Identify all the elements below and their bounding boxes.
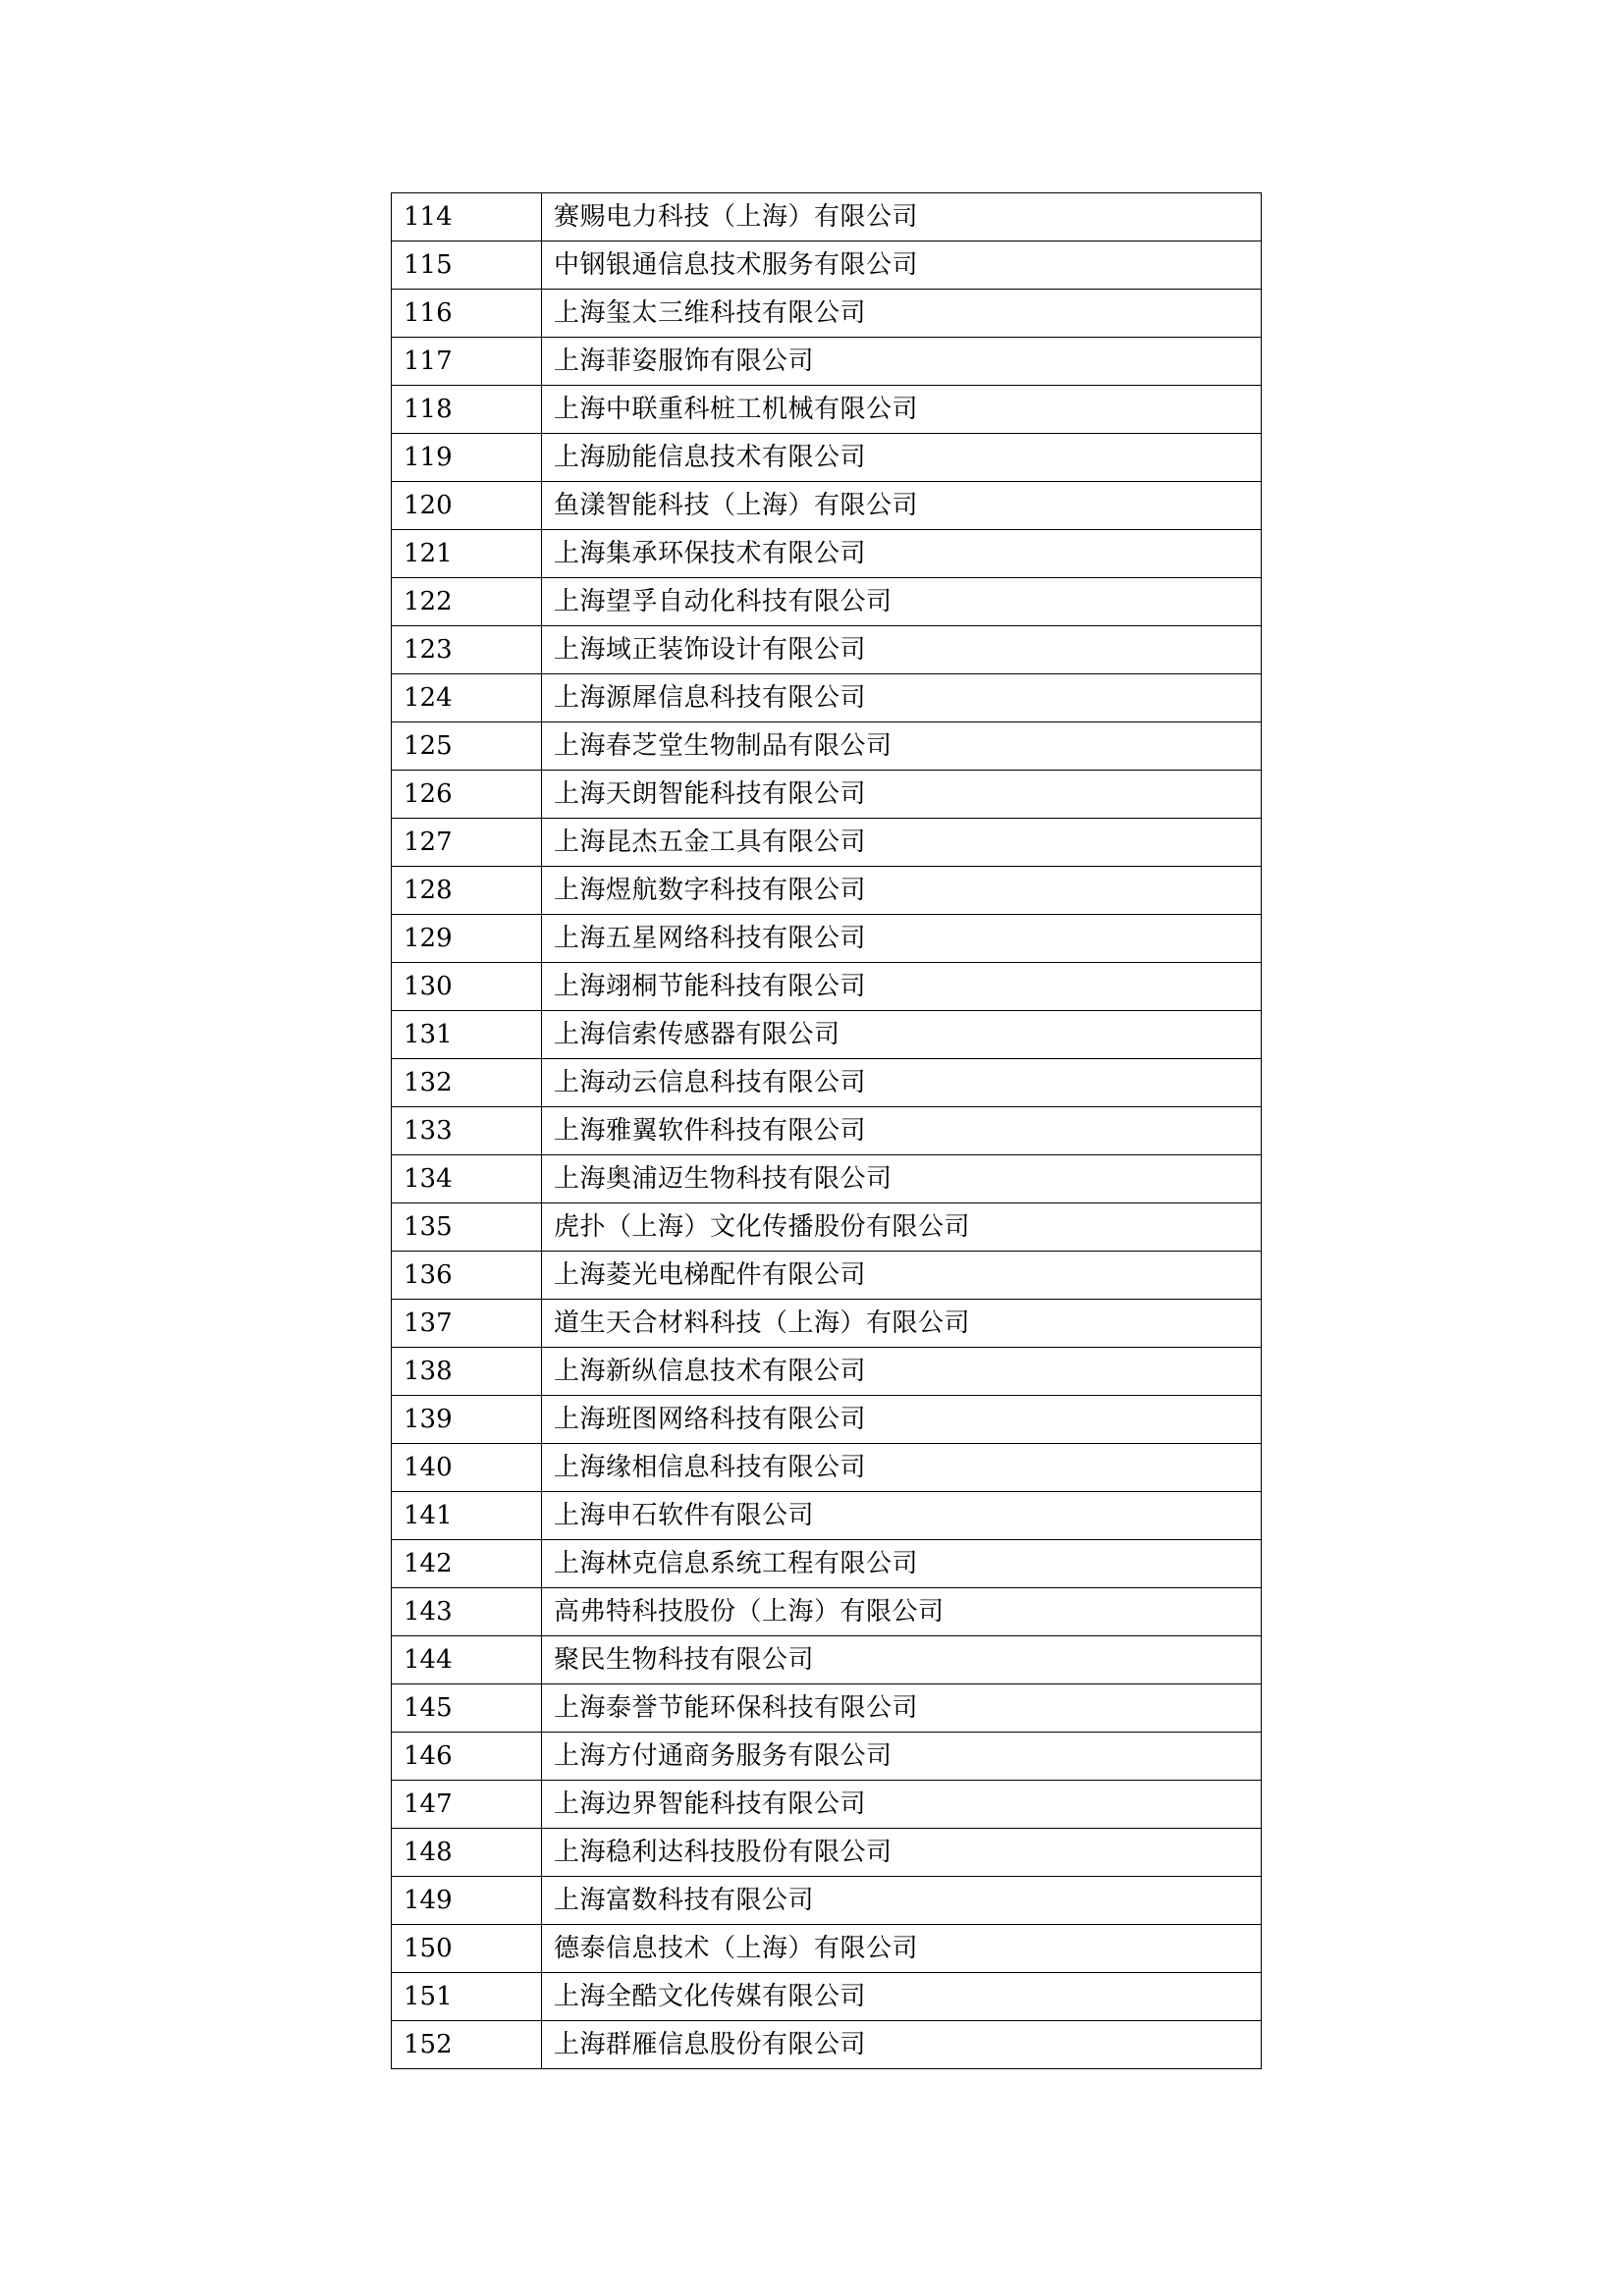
row-index-cell: 144 <box>392 1636 542 1684</box>
row-index-cell: 139 <box>392 1396 542 1444</box>
table-row <box>392 963 1262 1011</box>
table-row <box>392 1829 1262 1877</box>
company-name-cell: 上海边界智能科技有限公司 <box>542 1781 1262 1829</box>
row-index-cell: 126 <box>392 771 542 819</box>
company-name-cell: 上海申石软件有限公司 <box>542 1492 1262 1540</box>
table-row <box>392 434 1262 482</box>
table-body <box>392 193 1262 2069</box>
row-index-cell: 118 <box>392 386 542 434</box>
table-row <box>392 578 1262 626</box>
table-row <box>392 1396 1262 1444</box>
company-name-cell: 上海群雁信息股份有限公司 <box>542 2021 1262 2069</box>
table-row <box>392 2021 1262 2069</box>
table-row <box>392 1588 1262 1636</box>
company-name-cell: 上海信索传感器有限公司 <box>542 1011 1262 1059</box>
row-index-cell: 131 <box>392 1011 542 1059</box>
table-row <box>392 530 1262 578</box>
company-name-cell: 上海动云信息科技有限公司 <box>542 1059 1262 1107</box>
company-name-cell: 上海春芝堂生物制品有限公司 <box>542 722 1262 771</box>
company-name-cell: 上海新纵信息技术有限公司 <box>542 1348 1262 1396</box>
company-name-cell: 上海五星网络科技有限公司 <box>542 915 1262 963</box>
row-index-cell: 114 <box>392 193 542 241</box>
company-name-cell: 上海菲姿服饰有限公司 <box>542 338 1262 386</box>
company-name-cell: 上海玺太三维科技有限公司 <box>542 290 1262 338</box>
table-row <box>392 1348 1262 1396</box>
table-row <box>392 1155 1262 1203</box>
company-name-cell: 上海天朗智能科技有限公司 <box>542 771 1262 819</box>
table-row <box>392 1300 1262 1348</box>
company-name-cell: 上海稳利达科技股份有限公司 <box>542 1829 1262 1877</box>
table-row <box>392 386 1262 434</box>
company-name-cell: 上海缘相信息科技有限公司 <box>542 1444 1262 1492</box>
company-name-cell: 道生天合材料科技（上海）有限公司 <box>542 1300 1262 1348</box>
table-row <box>392 771 1262 819</box>
table-row <box>392 1733 1262 1781</box>
row-index-cell: 121 <box>392 530 542 578</box>
company-name-cell: 上海全酷文化传媒有限公司 <box>542 1973 1262 2021</box>
table-row <box>392 1684 1262 1733</box>
company-name-cell: 鱼漾智能科技（上海）有限公司 <box>542 482 1262 530</box>
company-name-cell: 上海班图网络科技有限公司 <box>542 1396 1262 1444</box>
table-row <box>392 1203 1262 1252</box>
row-index-cell: 149 <box>392 1877 542 1925</box>
table-row <box>392 338 1262 386</box>
row-index-cell: 150 <box>392 1925 542 1973</box>
row-index-cell: 129 <box>392 915 542 963</box>
company-name-cell: 上海励能信息技术有限公司 <box>542 434 1262 482</box>
company-name-cell: 高弗特科技股份（上海）有限公司 <box>542 1588 1262 1636</box>
company-name-cell: 上海泰誉节能环保科技有限公司 <box>542 1684 1262 1733</box>
table-row <box>392 241 1262 290</box>
row-index-cell: 119 <box>392 434 542 482</box>
row-index-cell: 137 <box>392 1300 542 1348</box>
company-name-cell: 虎扑（上海）文化传播股份有限公司 <box>542 1203 1262 1252</box>
company-name-cell: 上海昆杰五金工具有限公司 <box>542 819 1262 867</box>
table-row <box>392 1877 1262 1925</box>
table-row <box>392 1252 1262 1300</box>
table-row <box>392 1540 1262 1588</box>
row-index-cell: 125 <box>392 722 542 771</box>
company-list-table <box>391 192 1262 2069</box>
row-index-cell: 138 <box>392 1348 542 1396</box>
table-row <box>392 819 1262 867</box>
table-row <box>392 1059 1262 1107</box>
row-index-cell: 116 <box>392 290 542 338</box>
company-name-cell: 上海富数科技有限公司 <box>542 1877 1262 1925</box>
table-row <box>392 290 1262 338</box>
company-name-cell: 上海翊桐节能科技有限公司 <box>542 963 1262 1011</box>
table-row <box>392 1492 1262 1540</box>
company-name-cell: 赛赐电力科技（上海）有限公司 <box>542 193 1262 241</box>
row-index-cell: 130 <box>392 963 542 1011</box>
row-index-cell: 146 <box>392 1733 542 1781</box>
row-index-cell: 143 <box>392 1588 542 1636</box>
table-row <box>392 1781 1262 1829</box>
table-row <box>392 674 1262 722</box>
company-name-cell: 上海林克信息系统工程有限公司 <box>542 1540 1262 1588</box>
table-row <box>392 867 1262 915</box>
table-row <box>392 722 1262 771</box>
row-index-cell: 122 <box>392 578 542 626</box>
company-name-cell: 中钢银通信息技术服务有限公司 <box>542 241 1262 290</box>
row-index-cell: 142 <box>392 1540 542 1588</box>
company-name-cell: 上海奥浦迈生物科技有限公司 <box>542 1155 1262 1203</box>
table-row <box>392 626 1262 674</box>
row-index-cell: 140 <box>392 1444 542 1492</box>
company-name-cell: 聚民生物科技有限公司 <box>542 1636 1262 1684</box>
row-index-cell: 148 <box>392 1829 542 1877</box>
table-row <box>392 1011 1262 1059</box>
company-name-cell: 上海域正装饰设计有限公司 <box>542 626 1262 674</box>
table-row <box>392 482 1262 530</box>
company-name-cell: 上海源犀信息科技有限公司 <box>542 674 1262 722</box>
row-index-cell: 120 <box>392 482 542 530</box>
company-name-cell: 上海望孚自动化科技有限公司 <box>542 578 1262 626</box>
row-index-cell: 152 <box>392 2021 542 2069</box>
table-row <box>392 193 1262 241</box>
company-name-cell: 上海雅翼软件科技有限公司 <box>542 1107 1262 1155</box>
table-row <box>392 1973 1262 2021</box>
row-index-cell: 133 <box>392 1107 542 1155</box>
company-name-cell: 上海菱光电梯配件有限公司 <box>542 1252 1262 1300</box>
table-row <box>392 1925 1262 1973</box>
company-name-cell: 上海集承环保技术有限公司 <box>542 530 1262 578</box>
row-index-cell: 141 <box>392 1492 542 1540</box>
row-index-cell: 124 <box>392 674 542 722</box>
row-index-cell: 132 <box>392 1059 542 1107</box>
table-row <box>392 1107 1262 1155</box>
company-name-cell: 上海方付通商务服务有限公司 <box>542 1733 1262 1781</box>
row-index-cell: 151 <box>392 1973 542 2021</box>
company-name-cell: 上海中联重科桩工机械有限公司 <box>542 386 1262 434</box>
table-row <box>392 915 1262 963</box>
row-index-cell: 115 <box>392 241 542 290</box>
row-index-cell: 136 <box>392 1252 542 1300</box>
row-index-cell: 123 <box>392 626 542 674</box>
row-index-cell: 127 <box>392 819 542 867</box>
company-name-cell: 上海煜航数字科技有限公司 <box>542 867 1262 915</box>
company-name-cell: 德泰信息技术（上海）有限公司 <box>542 1925 1262 1973</box>
row-index-cell: 117 <box>392 338 542 386</box>
table-row <box>392 1444 1262 1492</box>
row-index-cell: 128 <box>392 867 542 915</box>
table-row <box>392 1636 1262 1684</box>
row-index-cell: 135 <box>392 1203 542 1252</box>
row-index-cell: 147 <box>392 1781 542 1829</box>
row-index-cell: 134 <box>392 1155 542 1203</box>
row-index-cell: 145 <box>392 1684 542 1733</box>
